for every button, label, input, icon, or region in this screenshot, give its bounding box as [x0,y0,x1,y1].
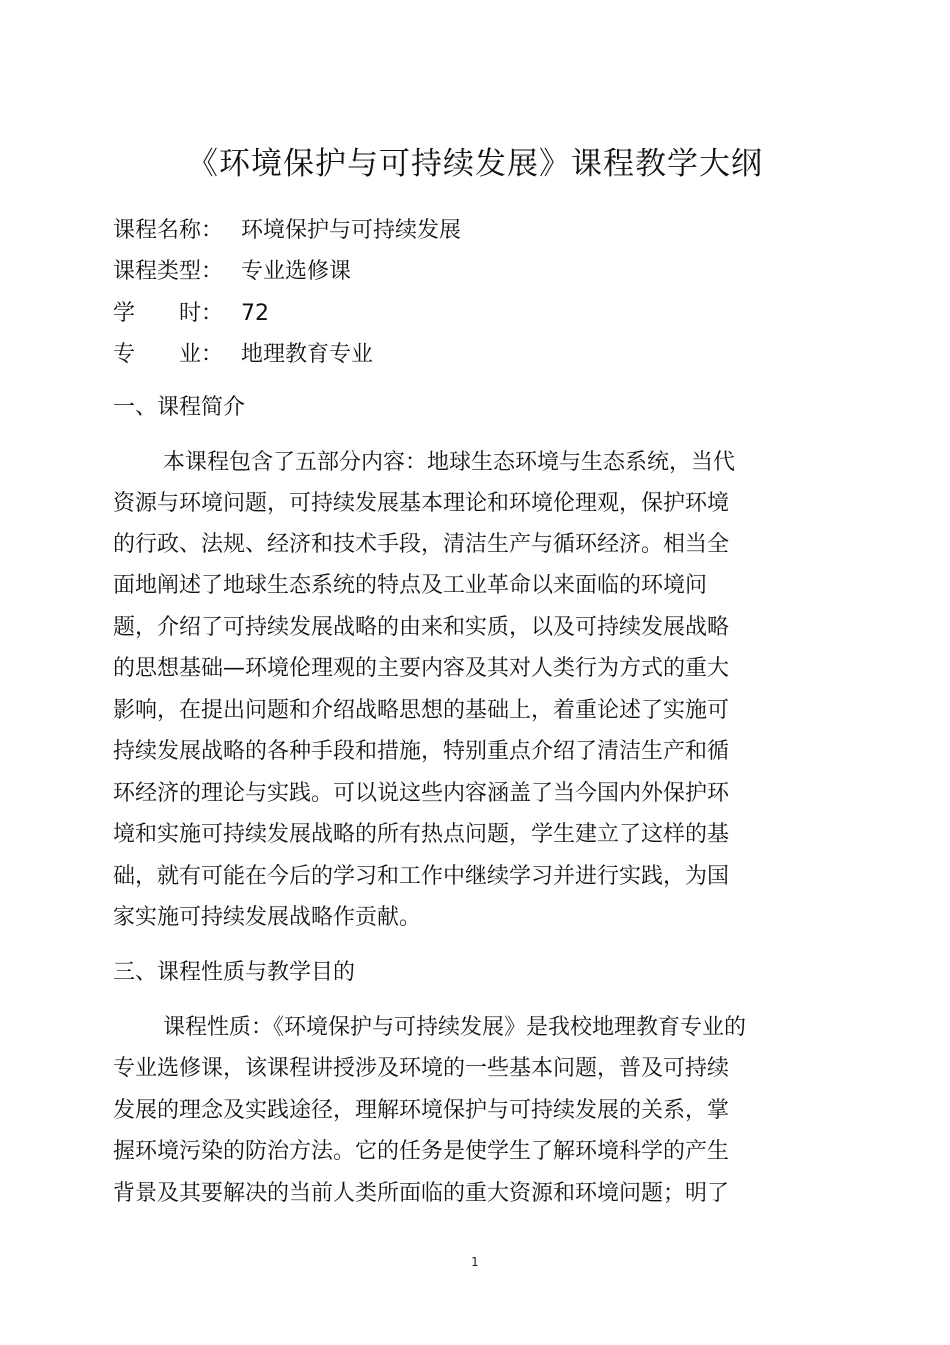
paragraph-line: 资源与环境问题，可持续发展基本理论和环境伦理观，保护环境 [113,491,730,516]
paragraph-line: 影响，在提出问题和介绍战略思想的基础上，着重论述了实施可 [113,698,730,723]
info-row-hours [113,298,269,330]
paragraph-line: 础，就有可能在今后的学习和工作中继续学习并进行实践，为国 [113,864,730,889]
paragraph-line: 面地阐述了地球生态系统的特点及工业革命以来面临的环境问 [113,573,708,598]
info-label: 学 时： [113,301,224,326]
document-title: 《环境保护与可持续发展》课程教学大纲 [187,146,763,182]
info-value: 72 [241,301,269,326]
paragraph-line: 的行政、法规、经济和技术手段，清洁生产与循环经济。相当全 [113,532,730,557]
section-heading-intro: 一、课程简介 [113,395,246,420]
info-value: 专业选修课 [241,259,352,284]
info-row-major [113,339,373,371]
paragraph-line: 的思想基础—环境伦理观的主要内容及其对人类行为方式的重大 [113,656,730,681]
page-number: 1 [471,1255,479,1269]
info-value: 地理教育专业 [241,342,374,367]
info-label: 课程类型： [113,259,224,284]
paragraph-line: 握环境污染的防治方法。它的任务是使学生了解环境科学的产生 [113,1139,730,1164]
paragraph-line: 专业选修课，该课程讲授涉及环境的一些基本问题，普及可持续 [113,1056,730,1081]
paragraph-line: 本课程包含了五部分内容：地球生态环境与生态系统，当代 [163,450,736,475]
paragraph-line: 家实施可持续发展战略作贡献。 [113,905,422,930]
info-label: 专 业： [113,342,224,367]
paragraph-line: 背景及其要解决的当前人类所面临的重大资源和环境问题；明了 [113,1181,730,1206]
paragraph-line: 持续发展战略的各种手段和措施，特别重点介绍了清洁生产和循 [113,739,730,764]
info-label: 课程名称： [113,218,224,243]
info-row-course-name [113,215,461,247]
paragraph-line: 环经济的理论与实践。可以说这些内容涵盖了当今国内外保护环 [113,781,730,806]
paragraph-line: 发展的理念及实践途径，理解环境保护与可持续发展的关系，掌 [113,1098,730,1123]
info-row-course-type [113,256,351,288]
info-value: 环境保护与可持续发展 [241,218,462,243]
paragraph-line: 境和实施可持续发展战略的所有热点问题，学生建立了这样的基 [113,822,730,847]
section-heading-nature: 三、课程性质与教学目的 [113,960,356,985]
paragraph-line: 题，介绍了可持续发展战略的由来和实质，以及可持续发展战略 [113,615,730,640]
paragraph-line: 课程性质：《环境保护与可持续发展》是我校地理教育专业的 [163,1015,747,1040]
